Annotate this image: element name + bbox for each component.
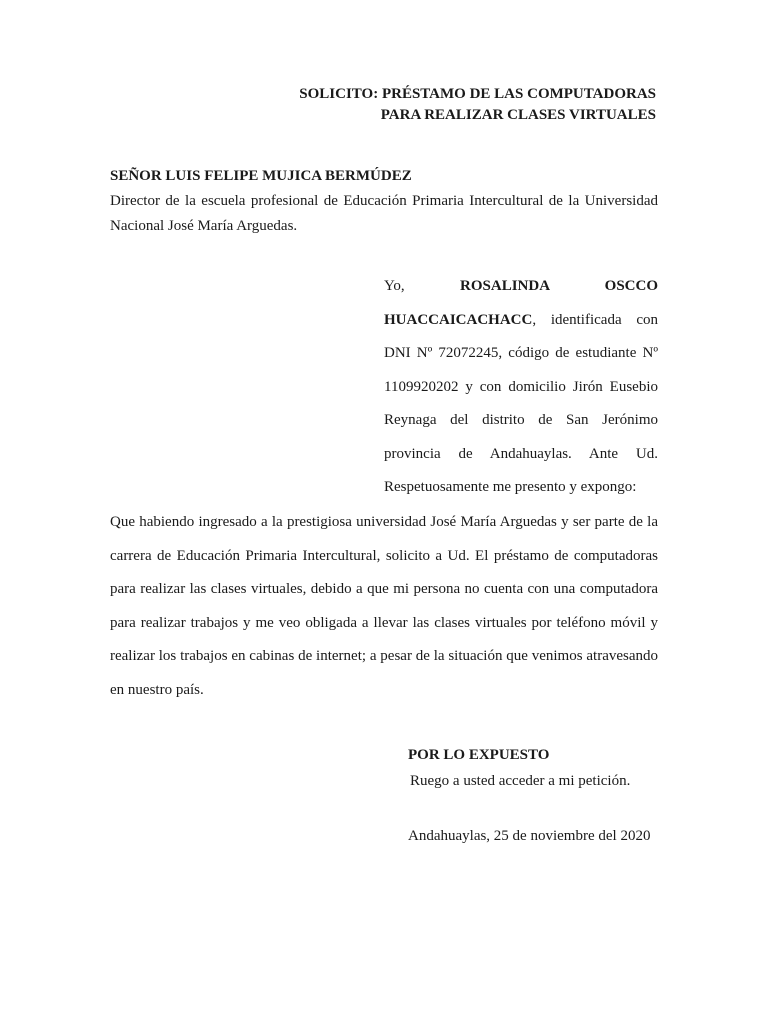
- closing-request: Ruego a usted acceder a mi petición.: [410, 773, 631, 789]
- addressee-name: SEÑOR LUIS FELIPE MUJICA BERMÚDEZ: [110, 168, 412, 184]
- intro-rest: , identificada con DNI Nº 72072245, código de estudiante Nº 1109920202 y con domicilio Jirón Eusebio Reynaga del distrito de San Jerónimo provincia de Andahuaylas. Ante Ud. Respetuosamente me presento y expongo:: [384, 311, 658, 495]
- addressee-role: Director de la escuela profesional de Educación Primaria Intercultural de la Universidad Nacional José María Arguedas.: [110, 193, 658, 234]
- date-line: Andahuaylas, 25 de noviembre del 2020: [408, 828, 651, 844]
- closing-block: [408, 742, 630, 794]
- student-name: ROSALINDA OSCCO HUACCAICACHACC: [384, 278, 658, 328]
- addressee-block: [110, 164, 658, 239]
- intro-paragraph: [384, 270, 658, 505]
- subject-line-2: PARA REALIZAR CLASES VIRTUALES: [380, 107, 656, 123]
- subject-line-1: SOLICITO: PRÉSTAMO DE LAS COMPUTADORAS: [299, 86, 656, 102]
- intro-prefix: Yo,: [384, 278, 461, 294]
- closing-heading: POR LO EXPUESTO: [408, 747, 550, 763]
- subject-block: [299, 84, 656, 126]
- body-paragraph: Que habiendo ingresado a la prestigiosa universidad José María Arguedas y ser parte de la carrera de Educación Primaria Intercultural, solicito a Ud. El préstamo de computadoras para realizar las clases virtuales, debido a que mi persona no cuenta con una computadora para realizar trabajos y me veo obligada a llevar las clases virtuales por teléfono móvil y realizar los trabajos en cabinas de internet; a pesar de la situación que venimos atravesando en nuestro país.: [110, 514, 658, 698]
